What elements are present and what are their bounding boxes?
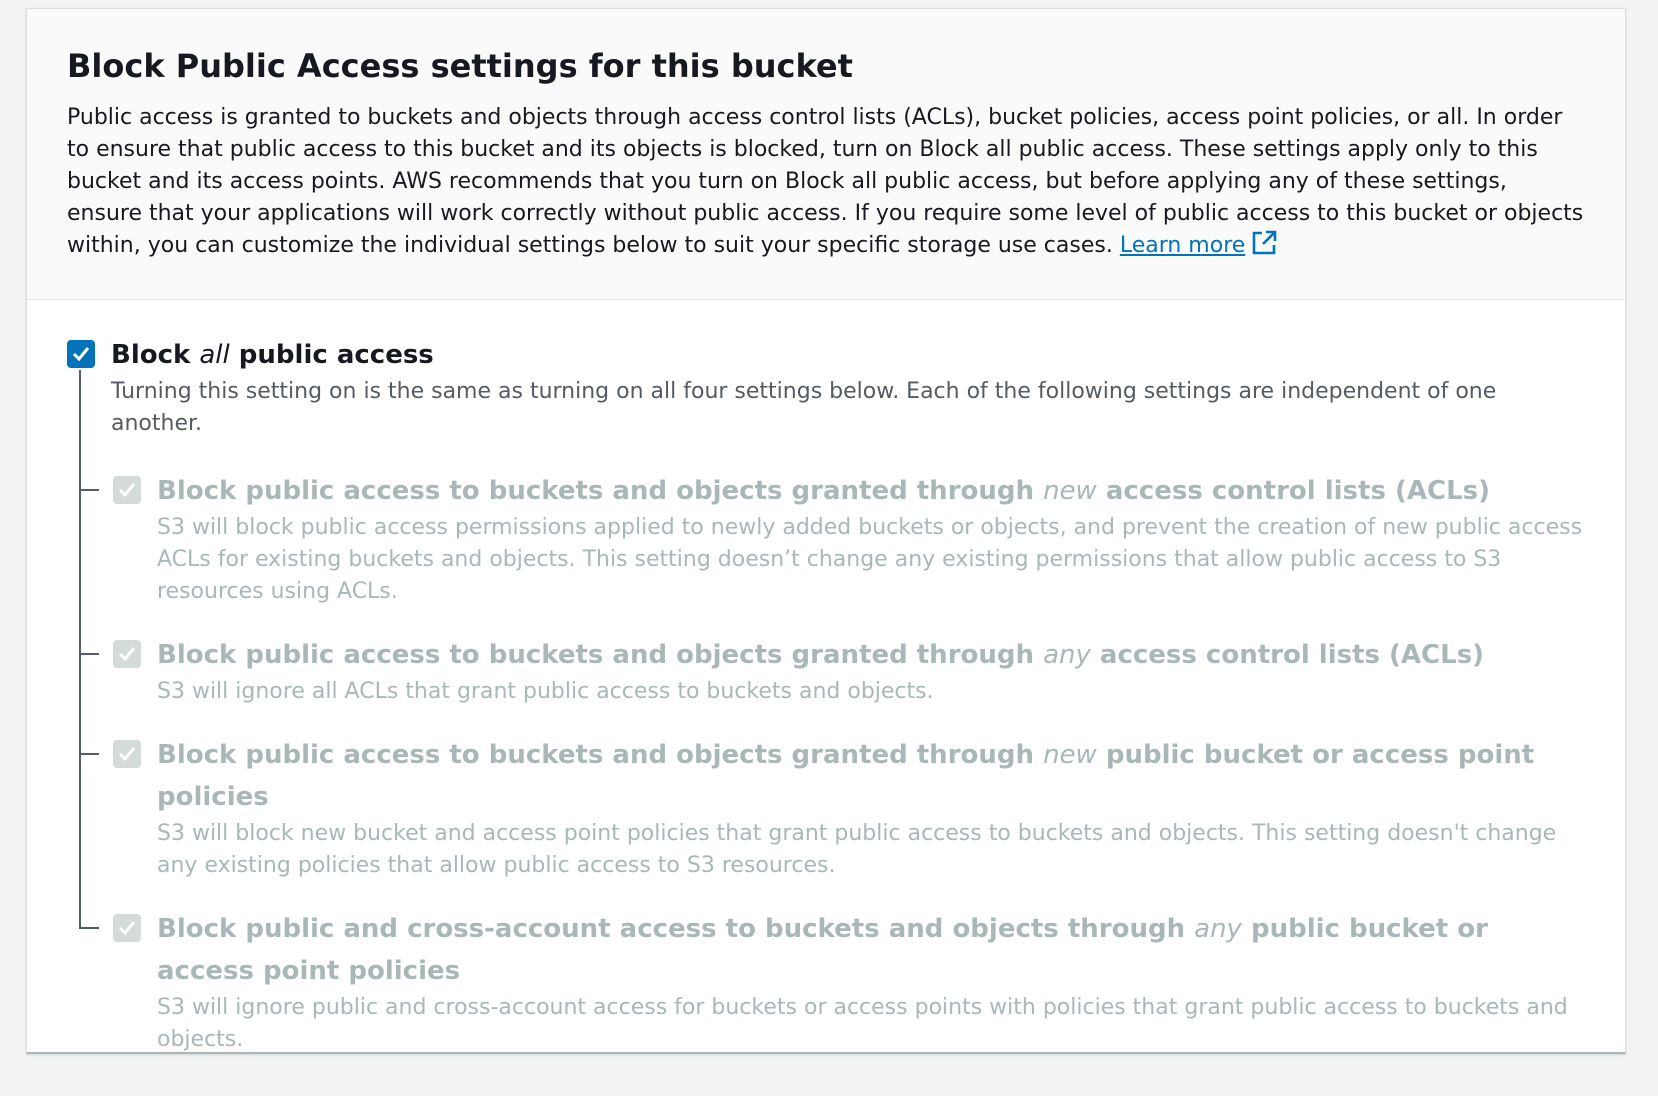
- setting-title: [157, 734, 1585, 818]
- block-all-label-pre: Block: [111, 340, 200, 370]
- checkmark-icon: [71, 344, 91, 364]
- setting-title-em: any: [1194, 914, 1242, 944]
- learn-more-label: Learn more: [1119, 233, 1246, 259]
- setting-text: [157, 740, 1585, 882]
- block-all-label-em: all: [199, 340, 230, 370]
- setting-title: [157, 908, 1585, 992]
- setting-item-any-policies[interactable]: [79, 914, 1585, 1056]
- setting-item-new-acls[interactable]: [79, 476, 1585, 608]
- setting-title-pre: Block public access to buckets and objects granted through: [157, 740, 1044, 770]
- tree-branch: [79, 927, 99, 929]
- panel-header: [27, 9, 1625, 300]
- setting-item-any-acls[interactable]: [79, 640, 1585, 708]
- setting-description: S3 will block new bucket and access point policies that grant public access to buckets and objects. This setting doesn't change any existing policies that allow public access to S3 resources.: [157, 821, 1557, 878]
- learn-more-link[interactable]: [1120, 233, 1245, 258]
- setting-checkbox-any-acls[interactable]: [113, 640, 141, 668]
- panel-title: Block Public Access settings for this bucket: [67, 47, 853, 85]
- checkmark-icon: [117, 480, 137, 500]
- setting-checkbox-any-policies[interactable]: [113, 914, 141, 942]
- block-public-access-panel: [26, 8, 1626, 1054]
- setting-title-post: access control lists (ACLs): [1090, 640, 1485, 670]
- setting-title-pre: Block public access to buckets and objects granted through: [157, 640, 1044, 670]
- tree-branch: [79, 753, 99, 755]
- setting-title-em: new: [1043, 740, 1097, 770]
- setting-title-post: public bucket or access point policies: [157, 740, 1535, 812]
- setting-checkbox-new-acls[interactable]: [113, 476, 141, 504]
- setting-item-new-policies[interactable]: [79, 740, 1585, 882]
- external-link-icon[interactable]: [1251, 230, 1277, 266]
- block-all-checkbox[interactable]: [67, 340, 95, 368]
- block-all-label-post: public access: [229, 340, 434, 370]
- tree-branch: [79, 653, 99, 655]
- setting-description: S3 will ignore public and cross-account access for buckets or access points with policies that grant public access to buckets and objects.: [157, 995, 1568, 1052]
- setting-description: S3 will ignore all ACLs that grant public access to buckets and objects.: [157, 679, 934, 704]
- setting-title: [157, 634, 1484, 676]
- setting-text: [157, 476, 1585, 608]
- panel-description: [67, 102, 1585, 266]
- setting-title-pre: Block public access to buckets and objects granted through: [157, 476, 1044, 506]
- setting-title-post: public bucket or access point policies: [157, 914, 1488, 986]
- checkmark-icon: [117, 744, 137, 764]
- block-all-description: Turning this setting on is the same as turning on all four settings below. Each of the following settings are independent of one another.: [111, 379, 1497, 436]
- setting-title-em: any: [1043, 640, 1091, 670]
- setting-checkbox-new-policies[interactable]: [113, 740, 141, 768]
- block-all-public-access-option[interactable]: [67, 340, 1585, 370]
- setting-text: [157, 640, 1484, 708]
- setting-title-pre: Block public and cross-account access to buckets and objects through: [157, 914, 1195, 944]
- block-all-label[interactable]: [111, 340, 434, 370]
- checkmark-icon: [117, 644, 137, 664]
- checkmark-icon: [117, 918, 137, 938]
- settings-body: [27, 300, 1625, 1096]
- setting-title-em: new: [1043, 476, 1097, 506]
- settings-tree: [79, 376, 1585, 1056]
- setting-title-post: access control lists (ACLs): [1096, 476, 1490, 506]
- setting-title: [157, 470, 1585, 512]
- setting-description: S3 will block public access permissions applied to newly added buckets or objects, and prevent the creation of new public access ACLs for existing buckets and objects. This setting doesn’t change any existing permissions that allow public access to S3 resources using ACLs.: [157, 515, 1583, 604]
- tree-branch: [79, 489, 99, 491]
- setting-text: [157, 914, 1585, 1056]
- panel-description-text: Public access is granted to buckets and objects through access control lists (ACLs), bucket policies, access point policies, or all. In order to ensure that public access to this bucket and its objects is blocked, turn on Block all public access. These settings apply only to this bucket and its access points. AWS recommends that you turn on Block all public access, but before applying any of these settings, ensure that your applications will work correctly without public access. If you require some level of public access to this bucket or objects within, you can customize the individual settings below to suit your specific storage use cases.: [67, 105, 1584, 259]
